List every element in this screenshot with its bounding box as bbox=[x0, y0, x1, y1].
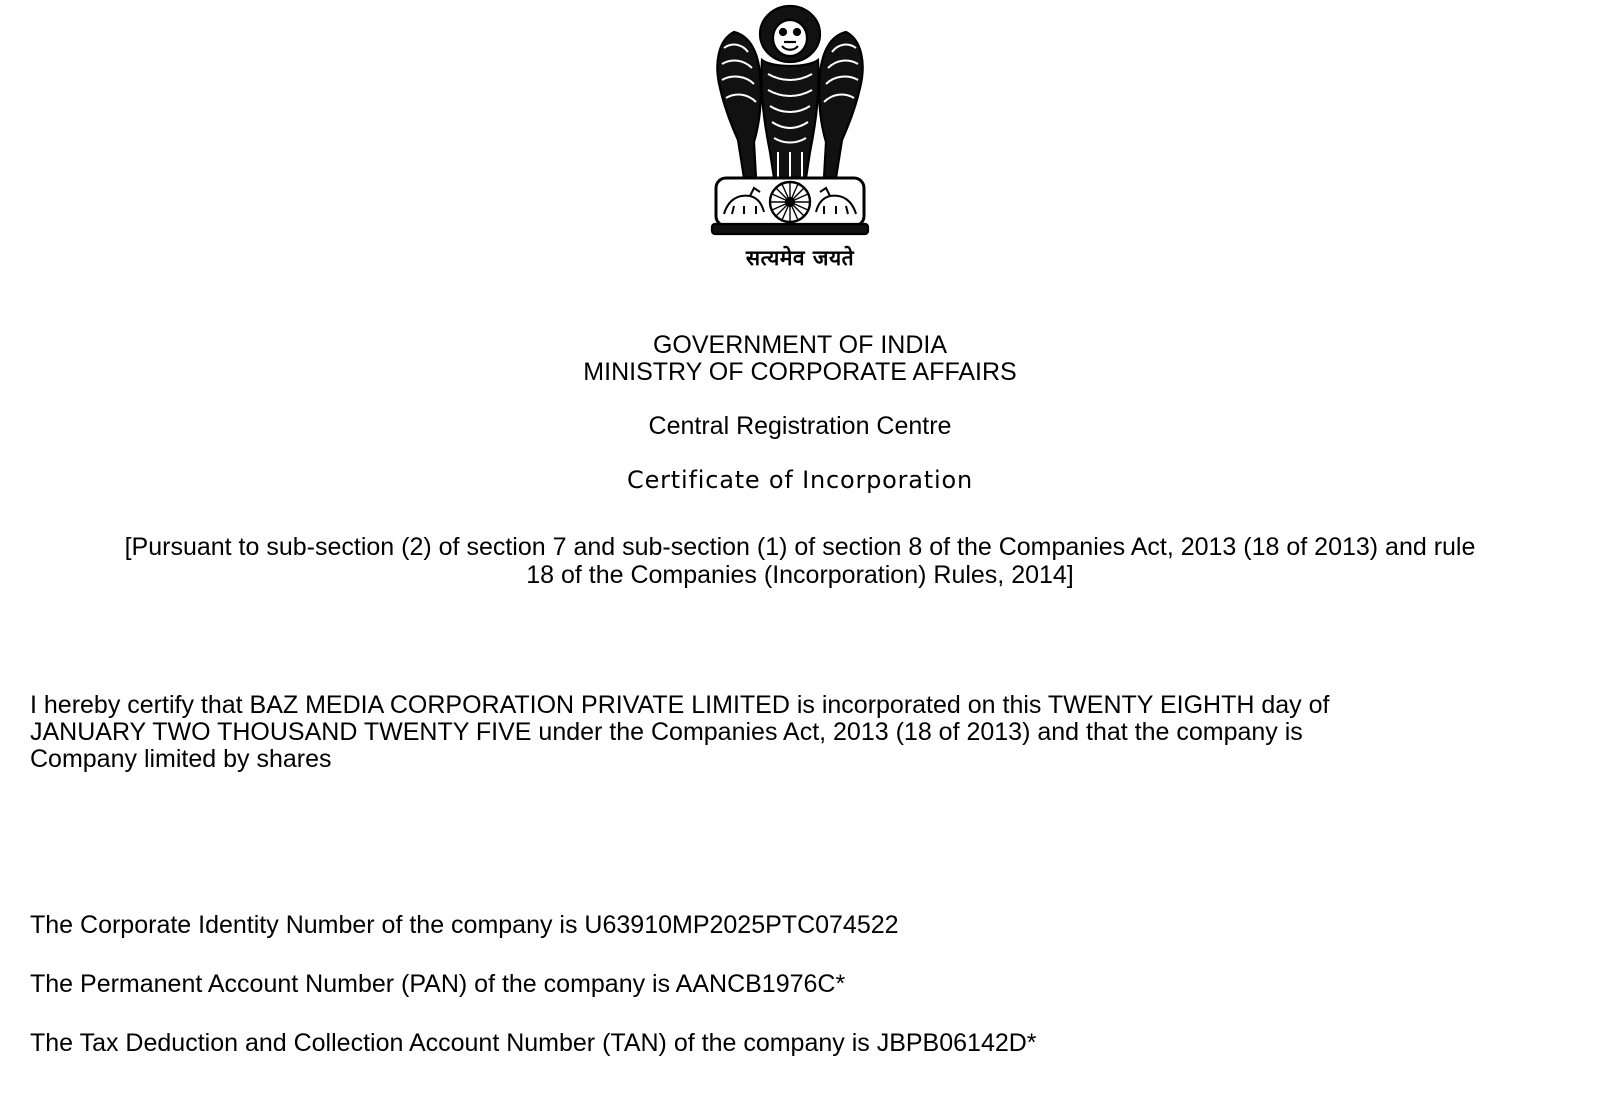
cin-statement: The Corporate Identity Number of the company is U63910MP2025PTC074522 bbox=[30, 911, 899, 939]
pursuant-line-1: [Pursuant to sub-section (2) of section 7 and sub-section (1) of section 8 of the Companies Act, 2013 (18 of 2013) and rule bbox=[124, 533, 1476, 561]
certification-line-1: I hereby certify that BAZ MEDIA CORPORATION PRIVATE LIMITED is incorporated on this TWENTY EIGHTH day of bbox=[30, 691, 1330, 719]
emblem-motto: सत्यमेव जयते bbox=[745, 246, 855, 270]
certificate-title: Certificate of Incorporation bbox=[627, 466, 973, 494]
certification-paragraph bbox=[30, 692, 1570, 773]
pursuant-line-2: 18 of the Companies (Incorporation) Rules, 2014] bbox=[526, 561, 1074, 589]
registration-centre-heading: Central Registration Centre bbox=[648, 412, 952, 440]
pan-statement: The Permanent Account Number (PAN) of the company is AANCB1976C* bbox=[30, 970, 846, 998]
national-emblem-icon bbox=[704, 2, 876, 238]
certification-line-2: JANUARY TWO THOUSAND TWENTY FIVE under the Companies Act, 2013 (18 of 2013) and that the company is bbox=[30, 718, 1303, 746]
certification-line-3: Company limited by shares bbox=[30, 745, 332, 773]
tan-statement: The Tax Deduction and Collection Account Number (TAN) of the company is JBPB06142D* bbox=[30, 1029, 1037, 1057]
pursuant-statement bbox=[0, 533, 1600, 589]
ministry-heading: MINISTRY OF CORPORATE AFFAIRS bbox=[583, 358, 1017, 386]
government-heading: GOVERNMENT OF INDIA bbox=[652, 331, 947, 359]
